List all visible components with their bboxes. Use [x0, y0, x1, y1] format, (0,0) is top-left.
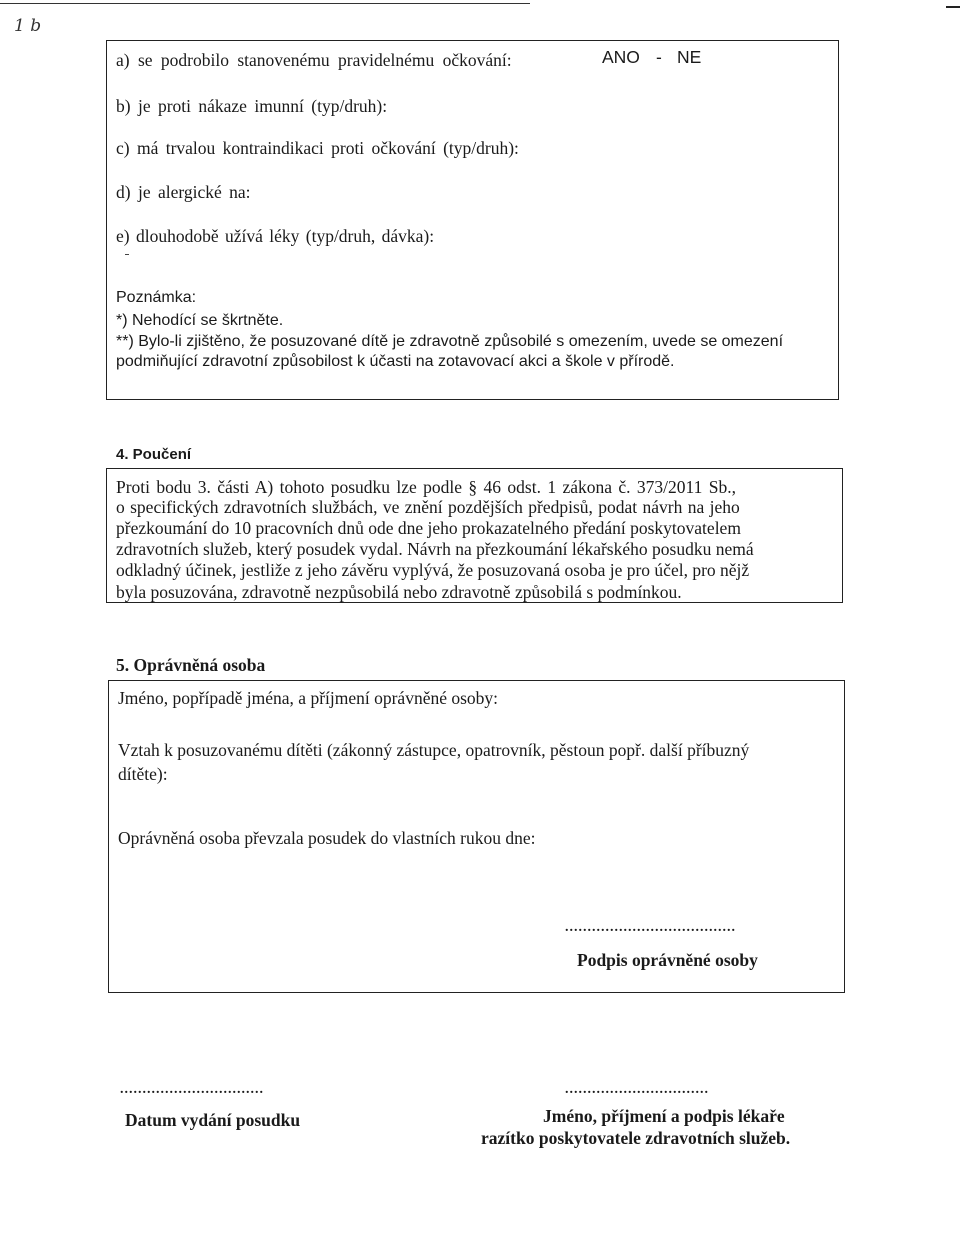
section-4-heading: 4. Poučení: [116, 446, 192, 463]
guardian-signature-line[interactable]: ......................................: [565, 920, 736, 935]
issue-date-label: Datum vydání posudku: [125, 1110, 301, 1130]
item-medication: e) dlouhodobě užívá léky (typ/druh, dávka):: [116, 226, 435, 246]
instruction-line-2: o specifických zdravotních službách, ve znění pozdějších předpisů, podat návrh na jeho: [116, 497, 740, 517]
doctor-signature-label: Jméno, příjmení a podpis lékaře: [543, 1106, 785, 1126]
note-restriction-2: podmiňující zdravotní způsobilost k účasti na zotavovací akci a škole v přírodě.: [116, 353, 675, 370]
item-allergy: d) je alergické na:: [116, 182, 251, 202]
authorized-name-label[interactable]: Jméno, popřípadě jména, a příjmení oprávněné osoby:: [118, 688, 499, 708]
answer-separator: -: [656, 47, 662, 67]
received-date-label[interactable]: Oprávněná osoba převzala posudek do vlastních rukou dne:: [118, 828, 536, 848]
handwritten-page-mark: 1 b: [14, 16, 42, 36]
relation-label-line-1[interactable]: Vztah k posuzovanému dítěti (zákonný zástupce, opatrovník, pěstoun popř. další příbuzný: [118, 740, 750, 760]
note-restriction-1: **) Bylo-li zjištěno, že posuzované dítě je zdravotně způsobilé s omezením, uvede se omezení: [116, 333, 784, 350]
top-rule: [0, 3, 530, 4]
item-vaccination: a) se podrobilo stanovenému pravidelnému očkování:: [116, 50, 512, 70]
item-immunity: b) je proti nákaze imunní (typ/druh):: [116, 96, 388, 116]
answer-ano[interactable]: ANO: [602, 47, 640, 67]
provider-stamp-label: razítko poskytovatele zdravotních služeb.: [481, 1128, 791, 1148]
answer-ne[interactable]: NE: [677, 47, 702, 67]
instruction-line-3: přezkoumání do 10 pracovních dnů ode dne jeho prokazatelného předání poskytovatelem: [116, 518, 741, 538]
stray-mark: [125, 254, 129, 255]
doctor-signature-line[interactable]: ................................: [565, 1082, 709, 1097]
note-label: Poznámka:: [116, 289, 197, 306]
section-5-heading: 5. Oprávněná osoba: [116, 655, 266, 675]
corner-rule: [946, 6, 960, 8]
relation-label-line-2: dítěte):: [118, 764, 168, 784]
issue-date-line[interactable]: ................................: [120, 1082, 264, 1097]
instruction-line-1: Proti bodu 3. části A) tohoto posudku lze podle § 46 odst. 1 zákona č. 373/2011 Sb.,: [116, 477, 736, 497]
instruction-line-6: byla posuzována, zdravotně nezpůsobilá nebo zdravotně způsobilá s podmínkou.: [116, 582, 682, 602]
item-contraindication: c) má trvalou kontraindikaci proti očkování (typ/druh):: [116, 138, 519, 158]
guardian-signature-label: Podpis oprávněné osoby: [577, 950, 758, 970]
instruction-line-4: zdravotních služeb, který posudek vydal. Návrh na přezkoumání lékařského posudku nemá: [116, 539, 754, 559]
note-strike: *) Nehodící se škrtněte.: [116, 312, 284, 329]
instruction-line-5: odkladný účinek, jestliže z jeho závěru vyplývá, že posuzovaná osoba je pro účel, pro nějž: [116, 560, 750, 580]
